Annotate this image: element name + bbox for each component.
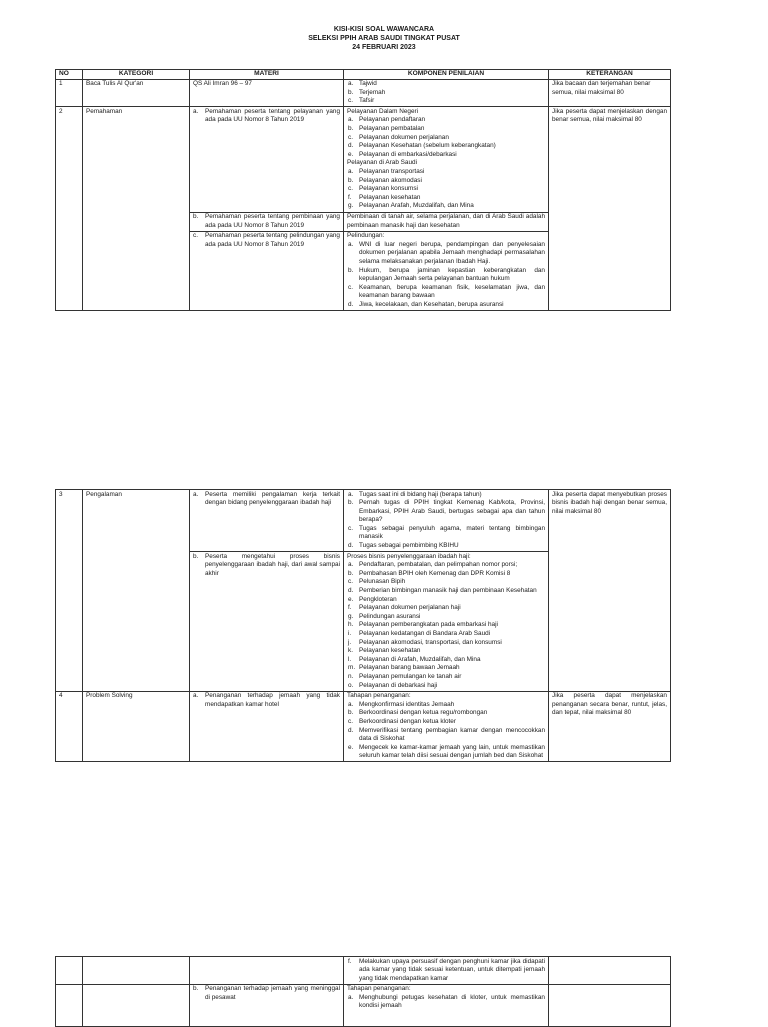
list-item: g. Pelindungan asuransi <box>348 612 421 620</box>
komponen-heading: Tahapan penanganan: <box>347 692 411 700</box>
list-item: c. Berkoordinasi dengan ketua kloter <box>348 717 456 725</box>
table-row <box>56 490 671 552</box>
cell-materi: b. Peserta mengetahui proses bisnis penyelenggaraan ibadah haji, dari awal sampai akhir <box>190 552 344 692</box>
cell-kategori: Baca Tulis Al Qur'an <box>83 79 190 107</box>
cell-keterangan <box>549 984 671 1026</box>
komponen-heading: Pelindungan: <box>347 232 385 240</box>
list-item: b. Pembahasan BPIH oleh Kemenag dan DPR Komisi 8 <box>348 569 511 577</box>
cell-no: 2 <box>56 107 83 311</box>
criteria-table-3 <box>55 956 671 1027</box>
col-header-keterangan: KETERANGAN <box>549 70 671 80</box>
criteria-table-2 <box>55 489 671 762</box>
col-header-no: NO <box>56 70 83 80</box>
col-header-komponen: KOMPONEN PENILAIAN <box>344 70 549 80</box>
table-row <box>56 107 671 212</box>
cell-keterangan: Jika bacaan dan terjemahan benar semua, nilai maksimal 80 <box>549 79 671 107</box>
komponen-list <box>347 701 545 761</box>
komponen-list <box>347 168 545 211</box>
list-item: c. Keamanan, berupa keamanan fisik, keselamatan jiwa, dan keamanan barang bawaan <box>348 283 545 300</box>
col-header-materi: MATERI <box>190 70 344 80</box>
cell-kategori: Pemahaman <box>83 107 190 311</box>
cell-komponen <box>344 984 549 1026</box>
cell-komponen <box>344 691 549 762</box>
cell-materi: b. Penanganan terhadap jemaah yang meninggal di pesawat <box>190 984 344 1026</box>
list-item: f. Pelayanan dokumen perjalanan haji <box>348 604 461 612</box>
list-item: e. Pelayanan di embarkasi/debarkasi <box>348 150 457 158</box>
list-item: a. Menghubungi petugas kesehatan di kloter, untuk memastikan kondisi jemaah <box>348 993 545 1010</box>
list-item: g. Pelayanan Arafah, Muzdalifah, dan Mina <box>348 202 474 210</box>
list-item: f. Melakukan upaya persuasif dengan penghuni kamar jika didapati ada kamar yang tidak sesuai ketentuan, untuk ditempati jemaah yang tidak mendapatkan kamar <box>348 957 545 982</box>
criteria-table-1 <box>55 69 671 311</box>
cell-materi: c. Pemahaman peserta tentang pelindungan yang ada pada UU Nomor 8 Tahun 2019 <box>190 231 344 310</box>
table-row <box>56 957 671 985</box>
cell-kategori: Problem Solving <box>83 691 190 762</box>
doc-subtitle: SELEKSI PPIH ARAB SAUDI TINGKAT PUSAT <box>308 35 460 42</box>
cell-komponen <box>344 79 549 107</box>
cell-kategori <box>83 957 190 985</box>
doc-title: KISI-KISI SOAL WAWANCARA <box>333 26 435 33</box>
komponen-heading: Pelayanan Dalam Negeri <box>347 107 419 115</box>
list-item: k. Pelayanan kesehatan <box>348 647 421 655</box>
cell-no: 4 <box>56 691 83 762</box>
table-row <box>56 691 671 762</box>
cell-materi: a. Peserta memiliki pengalaman kerja terkait dengan bidang penyelenggaraan ibadah haji <box>190 490 344 552</box>
list-item: b. Pernah tugas di PPIH tingkat Kemenag Kab/kota, Provinsi, Embarkasi, PPIH Arab Saudi, bertugas sebagai apa dan tahun berapa? <box>348 499 545 524</box>
list-item: d. Pelayanan Kesehatan (sebelum keberangkatan) <box>348 142 496 150</box>
list-item: o. Pelayanan di debarkasi haji <box>348 681 438 689</box>
list-item: d. Tugas sebagai pembimbing KBIHU <box>348 542 459 550</box>
list-item: c. Tugas sebagai penyuluh agama, materi tentang bimbingan manasik <box>348 524 545 541</box>
cell-keterangan: Jika peserta dapat menjelaskan penanganan secara benar, runtut, jelas, dan tepat, nilai maksimal 80 <box>549 691 671 762</box>
cell-no: 1 <box>56 79 83 107</box>
list-item: f. Pelayanan kesehatan <box>348 193 421 201</box>
list-item: i. Pelayanan kedatangan di Bandara Arab Saudi <box>348 630 491 637</box>
list-item: d. Jiwa, kecelakaan, dan Kesehatan, berupa asuransi <box>348 300 504 308</box>
cell-komponen <box>344 552 549 692</box>
komponen-list <box>347 80 545 106</box>
cell-keterangan: Jika peserta dapat menyebutkan proses bisnis ibadah haji dengan benar semua, nilai maksimal 80 <box>549 490 671 692</box>
cell-materi: a. Pemahaman peserta tentang pelayanan yang ada pada UU Nomor 8 Tahun 2019 <box>190 107 344 212</box>
list-item: b. Pelayanan pembatalan <box>348 125 425 133</box>
list-item: e. Pengkloteran <box>348 595 397 603</box>
komponen-list <box>347 116 545 159</box>
cell-keterangan: Jika peserta dapat menjelaskan dengan benar semua, nilai maksimal 80 <box>549 107 671 311</box>
list-item: a. Pendaftaran, pembatalan, dan pelimpahan nomor porsi; <box>348 561 518 569</box>
cell-komponen <box>344 957 549 985</box>
list-item: d. Memverifikasi tentang pembagian kamar dengan mencocokkan data di Siskohat <box>348 726 545 743</box>
cell-materi: a. Penanganan terhadap jemaah yang tidak mendapatkan kamar hotel <box>190 691 344 762</box>
list-item: c. Pelunasan Bipih <box>348 578 406 586</box>
list-item: a. Pelayanan pendaftaran <box>348 116 426 124</box>
cell-no <box>56 957 83 985</box>
table-row <box>56 79 671 107</box>
list-item: a. WNI di luar negeri berupa, pendampingan dan penyelesaian dokumen perjalanan apabila Jemaah menghadapi permasalahan selama melaksanakan perjalanan Ibadah Haji. <box>348 240 545 265</box>
komponen-list <box>347 241 545 310</box>
komponen-list <box>347 994 545 1011</box>
list-item: b. Pelayanan akomodasi <box>348 176 422 184</box>
cell-komponen <box>344 231 549 310</box>
list-item: e. Mengecek ke kamar-kamar jemaah yang lain, untuk memastikan seluruh kamar telah diisi sesuai dengan jumlah bed dan Siskohat <box>348 743 545 760</box>
list-item: d. Pemberian bimbingan manasik haji dan pembinaan Kesehatan <box>348 587 537 595</box>
list-item: m. Pelayanan barang bawaan Jemaah <box>348 664 460 672</box>
cell-komponen: Pembinaan di tanah air, selama perjalanan, dan di Arab Saudi adalah pembinaan manasik haji dan kesehatan <box>344 212 549 231</box>
table-header-row <box>56 70 671 80</box>
cell-no <box>56 984 83 1026</box>
list-item: b. Hukum, berupa jaminan kepastian keberangkatan dan kepulangan Jemaah serta pelayanan bantuan hukum <box>348 266 545 283</box>
cell-materi: QS Ali Imran 96 – 97 <box>190 79 344 107</box>
list-item: h. Pelayanan pemberangkatan pada embarkasi haji <box>348 621 498 629</box>
cell-kategori <box>83 984 190 1026</box>
komponen-heading: Tahapan penanganan: <box>347 985 411 993</box>
list-item: c. Tafsir <box>348 97 375 105</box>
list-item: a. Tugas saat ini di bidang haji (berapa tahun) <box>348 490 482 498</box>
list-item: j. Pelayanan akomodasi, transportasi, dan konsumsi <box>348 638 502 646</box>
komponen-list <box>347 561 545 690</box>
list-item: n. Pelayanan pemulangan ke tanah air <box>348 672 462 680</box>
list-item: c. Pelayanan dokumen perjalanan <box>348 133 449 141</box>
cell-keterangan <box>549 957 671 985</box>
cell-no: 3 <box>56 490 83 692</box>
doc-date: 24 FEBRUARI 2023 <box>352 44 416 51</box>
cell-materi <box>190 957 344 985</box>
list-item: b. Berkoordinasi dengan ketua regu/rombongan <box>348 709 488 717</box>
table-row <box>56 984 671 1026</box>
komponen-list <box>347 958 545 984</box>
cell-kategori: Pengalaman <box>83 490 190 692</box>
cell-komponen <box>344 490 549 552</box>
cell-komponen <box>344 107 549 212</box>
komponen-heading: Pelayanan di Arab Saudi <box>347 159 417 167</box>
list-item: a. Mengkonfirmasi identitas Jemaah <box>348 700 455 708</box>
list-item: a. Pelayanan transportasi <box>348 168 425 176</box>
cell-materi: b. Pemahaman peserta tentang pembinaan yang ada pada UU Nomor 8 Tahun 2019 <box>190 212 344 231</box>
list-item: l. Pelayanan di Arafah, Muzdalifah, dan Mina <box>348 655 481 663</box>
list-item: c. Pelayanan konsumsi <box>348 185 418 193</box>
list-item: a. Tajwid <box>348 80 377 88</box>
komponen-list <box>347 491 545 551</box>
list-item: b. Terjemah <box>348 88 386 96</box>
komponen-heading: Proses bisnis penyelenggaraan ibadah haji: <box>347 552 471 560</box>
col-header-kategori: KATEGORI <box>83 70 190 80</box>
